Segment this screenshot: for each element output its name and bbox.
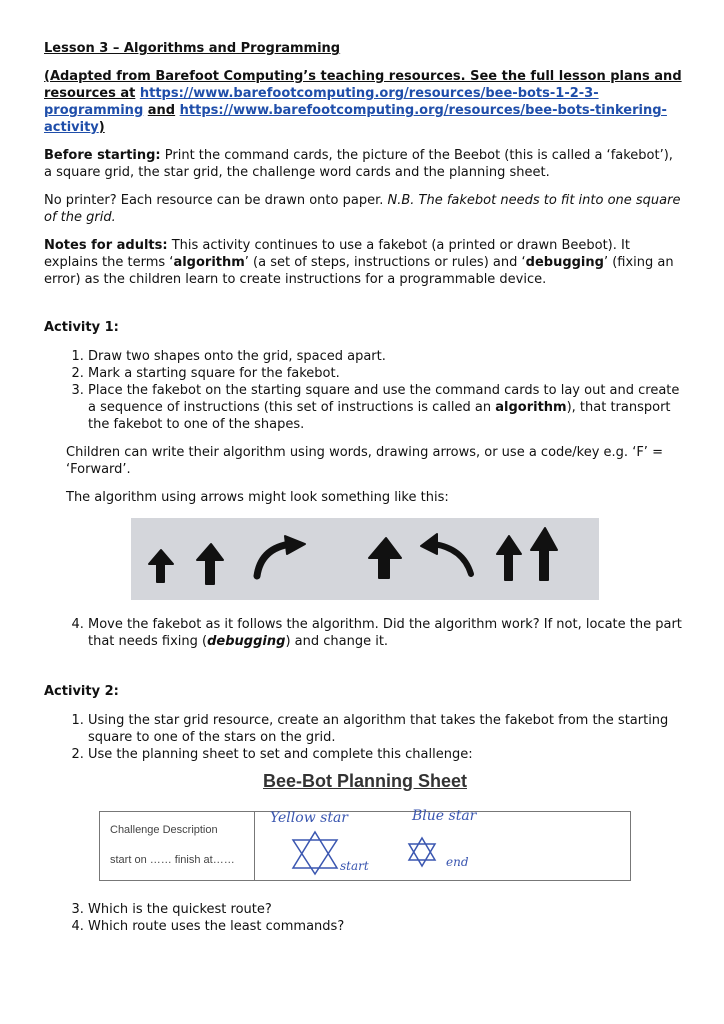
link-bee-bots-tinkering[interactable]: https://www.barefootcomputing.org/resources/bee-bots-tinkering-activity <box>44 103 667 135</box>
planning-sheet-title: Bee-Bot Planning Sheet <box>262 771 468 791</box>
list-item: 3. Which is the quickest route? <box>88 901 684 918</box>
activity-1-steps <box>44 348 684 433</box>
no-printer-text: No printer? Each resource can be drawn onto paper. <box>44 193 388 208</box>
arrow-turn-left-head <box>421 534 437 554</box>
arrow-forward-4 <box>497 536 521 580</box>
activity-1-para-arrows: The algorithm using arrows might look something like this: <box>66 490 449 505</box>
arrow-turn-right-head <box>285 536 305 554</box>
arrow-forward-3 <box>369 538 401 578</box>
list-item: 1. Draw two shapes onto the grid, spaced apart. <box>88 348 684 365</box>
adapted-and: and <box>147 103 176 118</box>
term-debugging: debugging <box>525 255 604 270</box>
arrow-turn-left <box>433 544 471 574</box>
adapted-suffix: ) <box>98 120 105 135</box>
notes-label: Notes for adults: <box>44 238 168 253</box>
step3-term: algorithm <box>495 400 567 415</box>
activity-2-title: Activity 2: <box>44 684 119 699</box>
notes-text-3: ’ (fixing an error) as the children learn to create instructions for a programmable device. <box>44 255 674 287</box>
list-item: 2. Use the planning sheet to set and complete this challenge: <box>88 746 684 763</box>
star-of-david-icon <box>290 830 340 876</box>
no-printer <box>44 192 684 226</box>
step3-text-b: ), that transport the fakebot to one of the shapes. <box>88 400 671 432</box>
activity-2-steps <box>44 712 684 763</box>
list-item: 2. Mark a starting square for the fakebot. <box>88 365 684 382</box>
handwritten-blue-star: Blue star <box>412 808 477 824</box>
notes-for-adults <box>44 237 684 288</box>
activity-1-title: Activity 1: <box>44 320 119 335</box>
activity-1-step-4 <box>44 616 684 650</box>
lesson-page <box>44 40 684 946</box>
planning-label-cell <box>100 812 255 880</box>
activity-2-questions <box>44 901 684 935</box>
step3-text-a: Place the fakebot on the starting square and use the command cards to lay out and create a sequence of instructions (this set of instructions is called an <box>88 383 680 415</box>
term-algorithm: algorithm <box>173 255 245 270</box>
start-finish-label: start on …… finish at…… <box>110 854 235 866</box>
notes-text-1: This activity continues to use a fakebot (a printed or drawn Beebot). It explains the terms ‘ <box>44 238 630 270</box>
list-item: 4. Which route uses the least commands? <box>88 918 684 935</box>
challenge-description-label: Challenge Description <box>110 824 218 836</box>
step4-text-b: ) and change it. <box>285 634 389 649</box>
step4-term: debugging <box>207 634 286 649</box>
nb-note: N.B. The fakebot needs to fit into one square of the grid. <box>44 193 681 225</box>
link-bee-bots-programming[interactable]: https://www.barefootcomputing.org/resources/bee-bots-1-2-3-programming <box>44 86 599 118</box>
arrow-forward-2 <box>197 544 223 584</box>
handwritten-yellow-star: Yellow star <box>270 810 348 826</box>
before-starting <box>44 147 684 181</box>
handwritten-end: end <box>446 855 469 869</box>
list-item <box>88 382 684 433</box>
planning-sheet-image <box>99 773 631 881</box>
star-of-david-icon <box>406 836 438 868</box>
arrows-drawing <box>131 518 599 600</box>
list-item <box>88 616 684 650</box>
arrows-algorithm-photo <box>131 518 599 600</box>
before-text: Print the command cards, the picture of the Beebot (this is called a ‘fakebot’), a square grid, the star grid, the challenge word cards and the planning sheet. <box>44 148 673 180</box>
adapted-note <box>44 68 684 136</box>
page-title: Lesson 3 – Algorithms and Programming <box>44 41 341 56</box>
arrow-forward-5 <box>531 528 557 580</box>
planning-sheet-table <box>99 808 631 881</box>
arrow-forward-1 <box>149 550 173 582</box>
handwritten-start: start <box>340 859 369 873</box>
list-item: 1. Using the star grid resource, create an algorithm that takes the fakebot from the starting square to one of the stars on the grid. <box>88 712 684 746</box>
adapted-prefix: (Adapted from Barefoot Computing’s teaching resources. See the full lesson plans and resources at <box>44 69 682 101</box>
before-label: Before starting: <box>44 148 161 163</box>
notes-text-2: ’ (a set of steps, instructions or rules) and ‘ <box>244 255 526 270</box>
step4-text-a: Move the fakebot as it follows the algorithm. Did the algorithm work? If not, locate the part that needs fixing ( <box>88 617 682 649</box>
activity-1-para-code: Children can write their algorithm using words, drawing arrows, or use a code/key e.g. ‘F’ = ‘Forward’. <box>66 445 663 477</box>
